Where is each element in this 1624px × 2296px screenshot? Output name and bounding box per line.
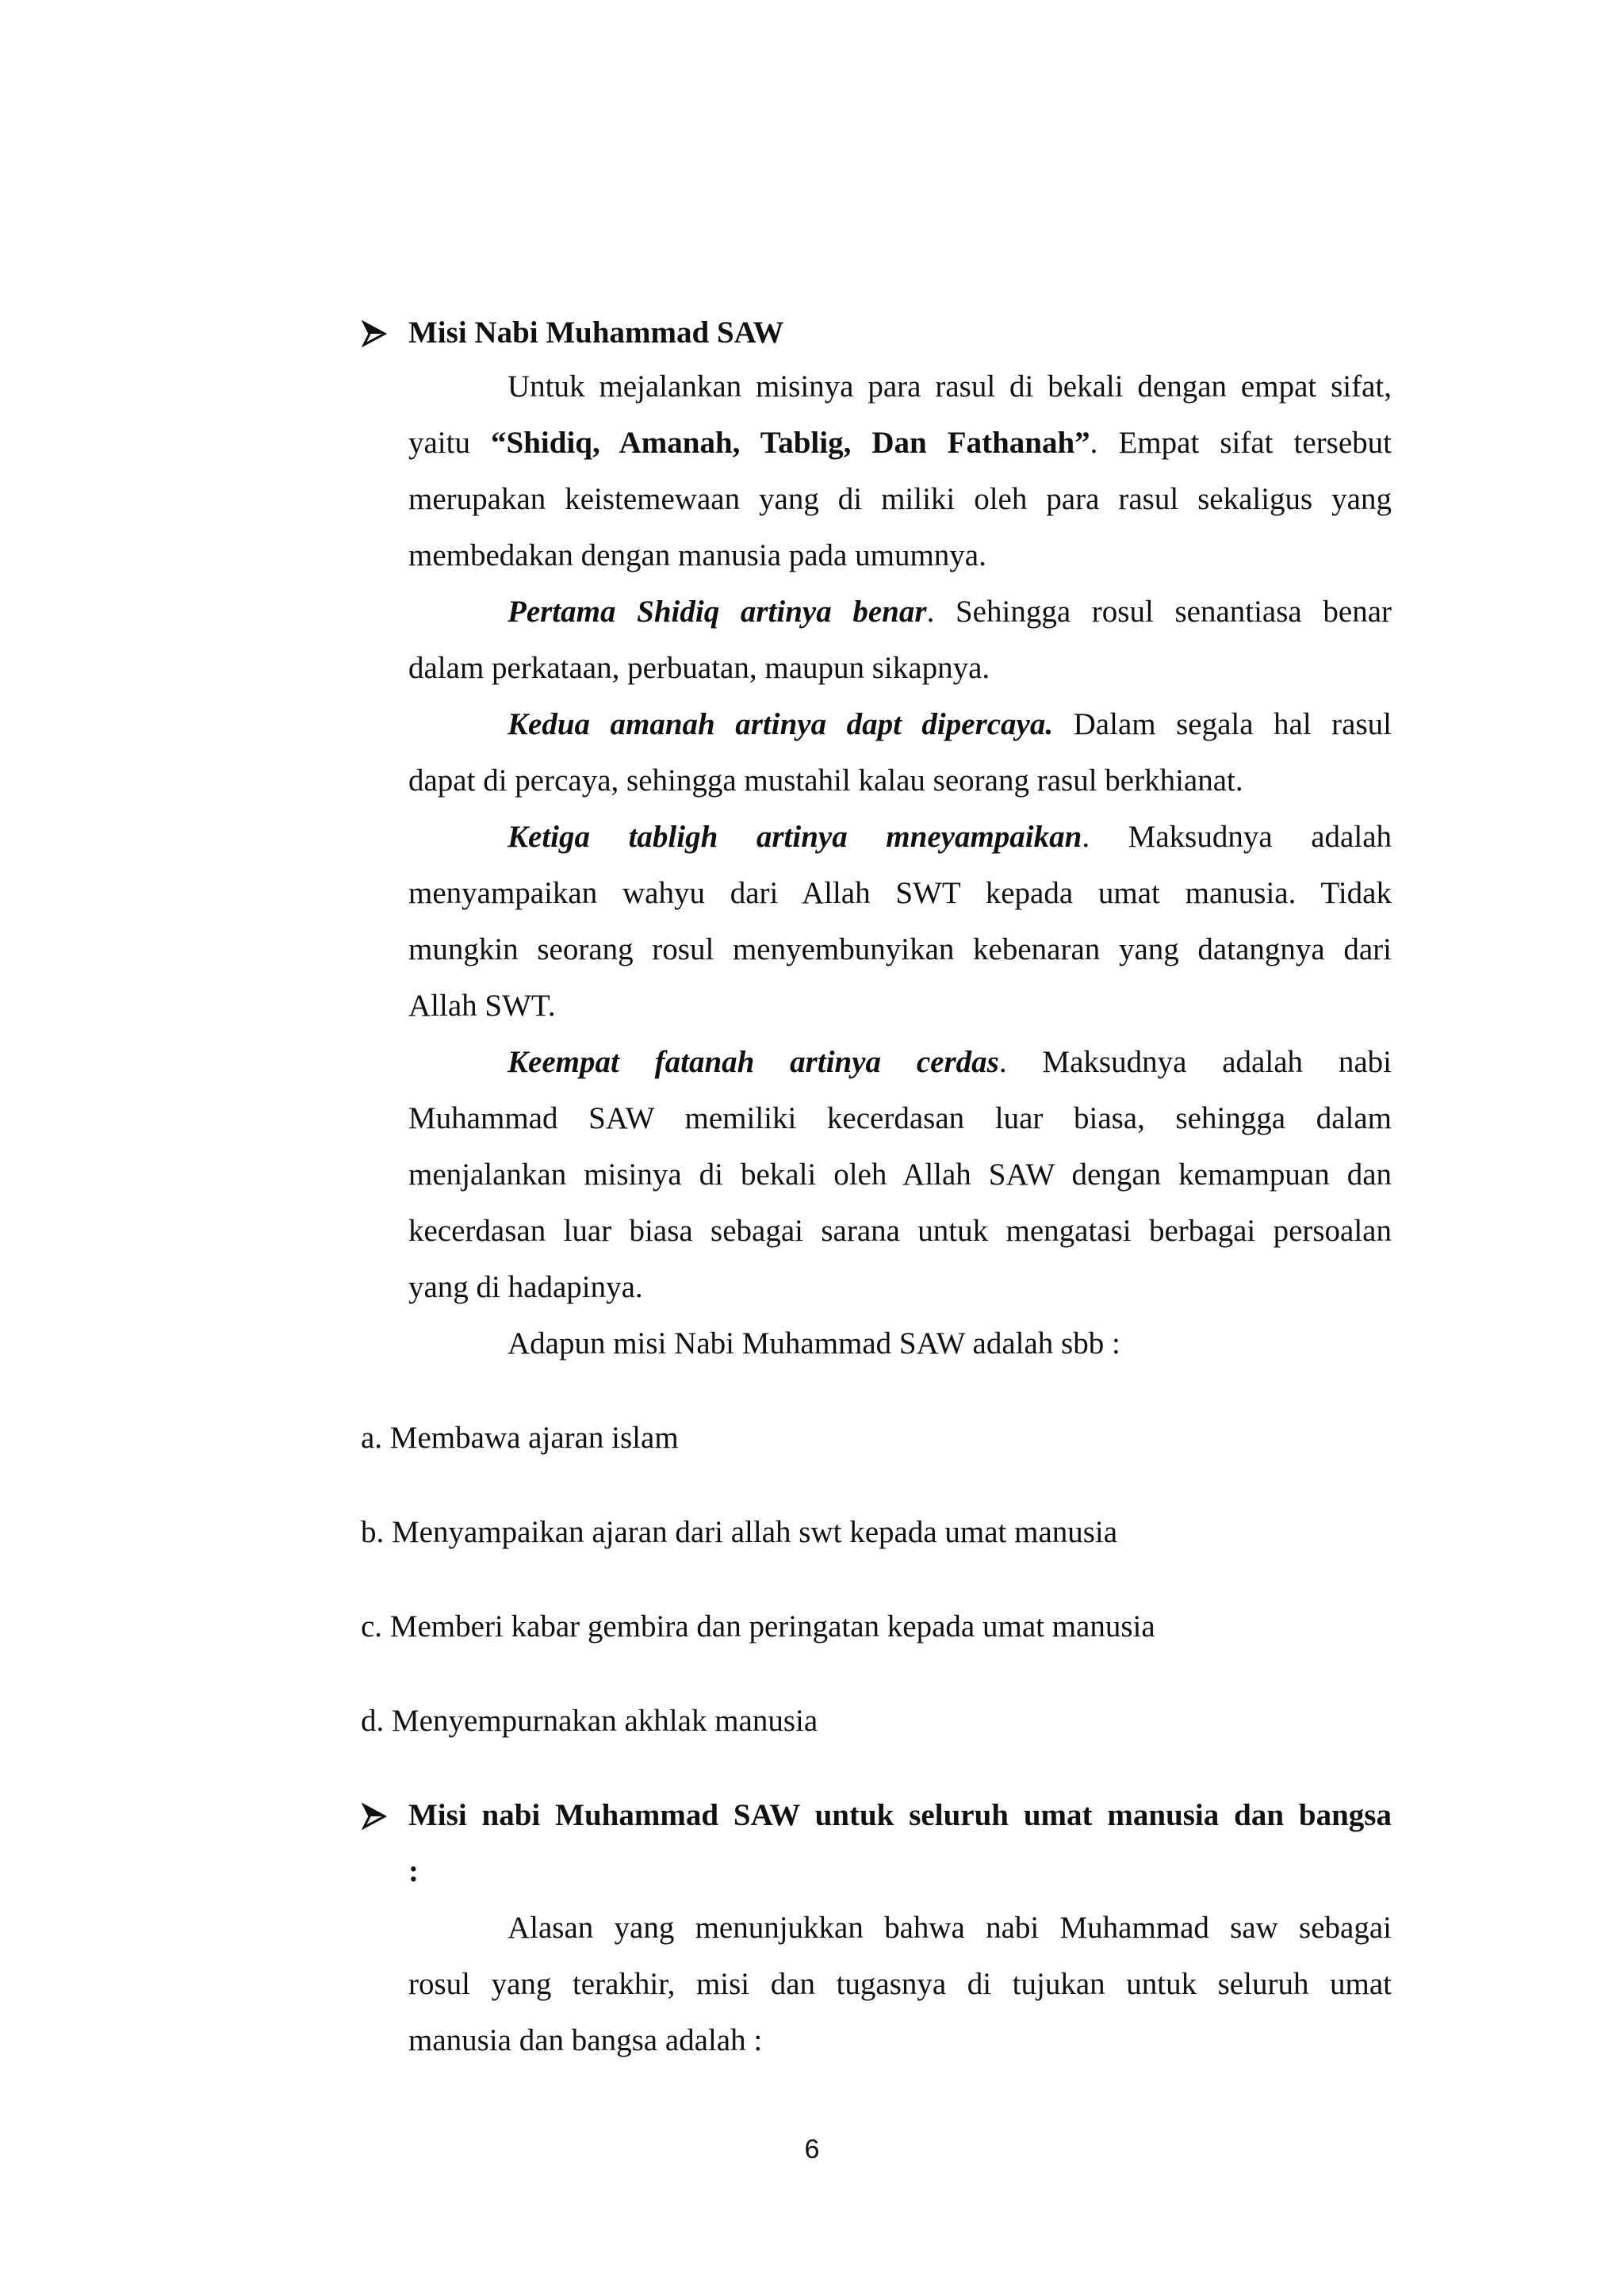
trait-shidiq: Pertama Shidiq artinya benar <box>508 595 927 629</box>
para1-line1: Untuk mejalankan misinya para rasul di bekali dengan empat sifat, <box>508 369 1392 404</box>
para5-line5: yang di hadapinya. <box>408 1270 643 1304</box>
para2-rest: . Sehingga rosul senantiasa benar <box>926 595 1392 629</box>
para4-line4: Allah SWT. <box>408 989 556 1023</box>
para5-line1 <box>508 1043 1392 1081</box>
four-traits-bold: “Shidiq, Amanah, Tablig, Dan Fathanah” <box>491 426 1090 460</box>
para4-rest: . Maksudnya adalah <box>1082 820 1392 854</box>
trait-amanah: Kedua amanah artinya dapt dipercaya. <box>508 707 1054 741</box>
para3-line2: dapat di percaya, sehingga mustahil kalau seorang rasul berkhianat. <box>408 763 1243 798</box>
para5-line4: kecerdasan luar biasa sebagai sarana untuk mengatasi berbagai persoalan <box>408 1214 1392 1248</box>
heading2-line2: : <box>408 1854 419 1888</box>
page-number: 6 <box>804 2134 820 2164</box>
para6-line1: Adapun misi Nabi Muhammad SAW adalah sbb : <box>508 1326 1120 1360</box>
para1-line4: membedakan dengan manusia pada umumnya. <box>408 538 986 572</box>
list-item-b: b. Menyampaikan ajaran dari allah swt kepada umat manusia <box>361 1515 1118 1549</box>
para4-line3: mungkin seorang rosul menyembunyikan kebenaran yang datangnya dari <box>408 932 1392 966</box>
para4-line1 <box>508 818 1392 856</box>
para1-line2-pre: yaitu <box>408 426 492 460</box>
para1-line2 <box>408 424 1392 462</box>
para4-line2: menyampaikan wahyu dari Allah SWT kepada umat manusia. Tidak <box>408 876 1392 910</box>
para2-line1 <box>508 593 1392 631</box>
para1-line2-post: . Empat sifat tersebut <box>1090 426 1392 460</box>
para3-rest: Dalam segala hal rasul <box>1053 707 1392 741</box>
list-item-a: a. Membawa ajaran islam <box>361 1421 679 1455</box>
list-item-c: c. Memberi kabar gembira dan peringatan kepada umat manusia <box>361 1609 1155 1644</box>
para5-line2: Muhammad SAW memiliki kecerdasan luar biasa, sehingga dalam <box>408 1101 1392 1135</box>
para3-line1 <box>508 706 1392 744</box>
trait-tabligh: Ketiga tabligh artinya mneyampaikan <box>508 820 1082 854</box>
para5-rest: . Maksudnya adalah nabi <box>998 1045 1392 1079</box>
para5-line3: menjalankan misinya di bekali oleh Allah SAW dengan kemampuan dan <box>408 1158 1392 1192</box>
para1-line3: merupakan keistemewaan yang di miliki oleh para rasul sekaligus yang <box>408 482 1392 516</box>
para7-line3: manusia dan bangsa adalah : <box>408 2023 763 2057</box>
para7-line2: rosul yang terakhir, misi dan tugasnya di tujukan untuk seluruh umat <box>408 1967 1392 2001</box>
heading2-line1: Misi nabi Muhammad SAW untuk seluruh umat manusia dan bangsa <box>408 1798 1392 1832</box>
trait-fatanah: Keempat fatanah artinya cerdas <box>508 1045 999 1079</box>
heading-text: Misi Nabi Muhammad SAW <box>408 316 784 350</box>
list-item-d: d. Menyempurnakan akhlak manusia <box>361 1704 818 1738</box>
para2-line2: dalam perkataan, perbuatan, maupun sikapnya. <box>408 651 990 685</box>
para7-line1: Alasan yang menunjukkan bahwa nabi Muhammad saw sebagai <box>508 1911 1392 1945</box>
